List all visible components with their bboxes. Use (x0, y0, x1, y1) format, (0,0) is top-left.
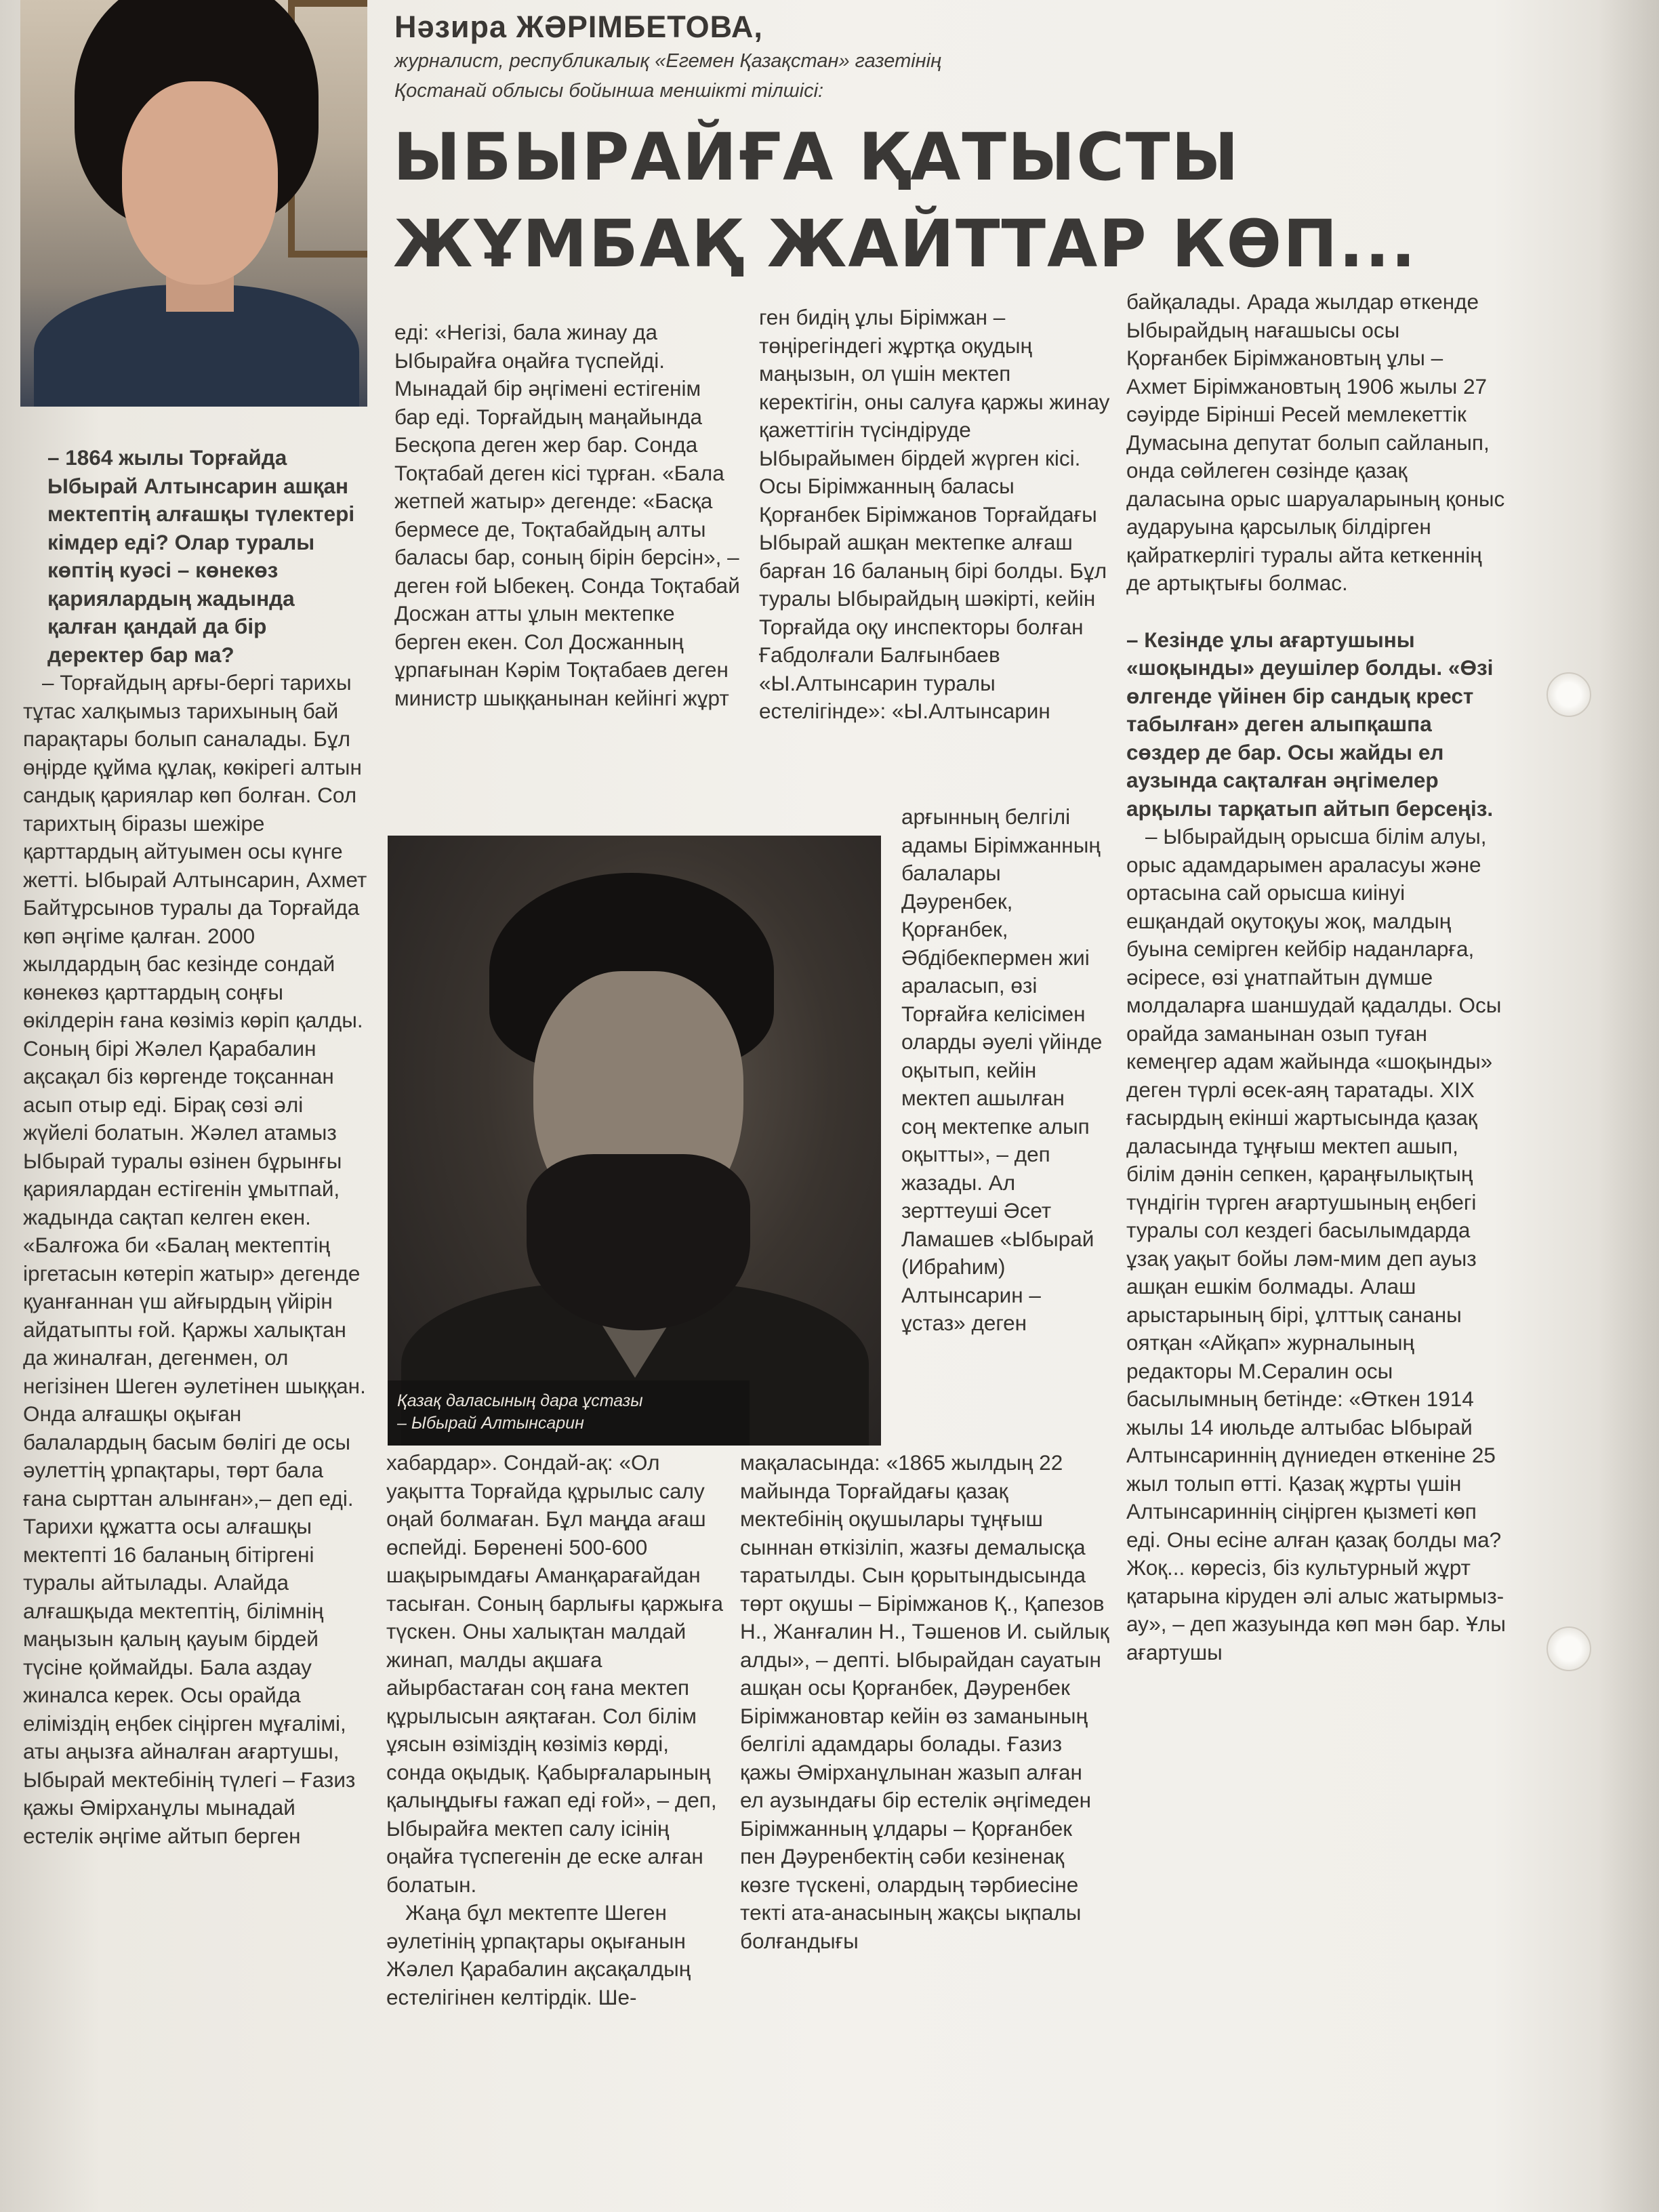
binder-hole-top (1547, 672, 1591, 717)
author-face (122, 81, 278, 285)
page-edge-shadow (1598, 0, 1659, 2212)
column-4 (1126, 288, 1506, 1666)
column-2-top (394, 319, 740, 712)
column-3-narrow (901, 803, 1105, 1338)
portrait-caption (388, 1380, 750, 1446)
caption-line2: – Ыбырай Алтынсарин (397, 1414, 584, 1433)
column-4-top-text: байқалады. Арада жылдар өткенде Ыбырайдың нағашысы осы Қорғанбек Бірімжановтың ұлы – Ахмет Бірімжановтың 1906 жылы 27 сәуірде Бірінші Ресей мемлекеттік Думасына депутат болып сайланып, онда сөйлеген сөзінде қазақ даласына орыс шаруаларының қоныс аударуына қарсылық білдірген қайраткерлігі туралы айта кеткеннің де артықтығы болмас. (1126, 289, 1505, 595)
interview-answer-2: – Ыбырайдың орысша білім алуы, орыс адамдарымен араласуы және ортасына сай орысша киінуі ешқандай оқутоқуы жоқ, малдың буына семірген кейбір наданларға, әсіресе, өзі ұнатпайтын дүмше молдаларға шаншудай қадалды. Осы орайда заманынан озып туған кемеңгер адам жайында «шоқынды» деген түрлі өсек-аяң таратады. XIX ғасырдың екінші жартысында қазақ даласында тұңғыш мектеп ашып, білім дәнін сепкен, қараңғылықтың түндігін түрген ағартушының еңбегі туралы сол кездегі басылымдарда ұзақ уақыт бойы ләм-мим деп ауыз ашқан ешкім болмады. Алаш арыстарының бірі, ұлттық сананы оятқан «Айқап» журналының редакторы М.Сералин осы басылымның бетінде: «Өткен 1914 жылы 14 июльде алтыбас Ыбырай Алтынсариннің дүниеден өткеніне 25 жыл толып өтті. Қазақ жұрты үшін Алтынсариннің сіңірген қызметі көп еді. Оны есіне алған қазақ болды ма? Жоқ... көресіз, біз культурный жұрт қатарына кіруден әлі алыс жатырмыз-ау», – деп жазуында көп мән бар. Ұлы ағартушы (1126, 824, 1506, 1664)
column-1 (23, 444, 369, 1850)
interview-question-2: – Кезінде ұлы ағартушыны «шоқынды» деушілер болды. «Өзі өлгенде үйінен бір сандық крест табылған» деген алыпқашпа сөздер де бар. Осы жайды ел аузында сақталған әңгімелер арқылы тарқатып айтып берсеңіз. (1126, 627, 1494, 821)
altynsarin-portrait (388, 836, 881, 1446)
author-photo (20, 0, 367, 407)
column-2-bottom-paragraph-1: хабардар». Сондай-ақ: «Ол уақытта Торғайда құрылыс салу оңай болмаған. Бұл маңда ағаш өспейді. Бөренені 500-600 шақырымдағы Аманқарағайдан тасыған. Соның барлығы қаржыға түскен. Оны халықтан малдай жинап, малды ақшаға айырбастаған соң ғана мектеп құрылысын аяқтаған. Сол білім ұясын өзіміздің көзіміз көрді, сонда оқыдық. Қабырғаларының қалыңдығы ғажап еді ғой», – деп, Ыбырайға мектеп салу ісінің оңайға түспегенін де еске алған болатын. (386, 1450, 724, 1897)
column-3-narrow-text: арғынның белгілі адамы Бірімжанның балалары Дәуренбек, Қорғанбек, Әбдібекпермен жиі араласып, өзі Торғайға келісімен оларды әуелі үйінде оқытып, кейін мектеп ашылған соң мектепке алып оқытты», – деп жазады. Ал зерттеуші Әсет Ламашев «Ыбырай (Ибраһим) Алтынсарин – ұстаз» деген (901, 804, 1103, 1335)
portrait-beard (527, 1154, 750, 1330)
caption-line1: Қазақ даласының дара ұстазы (397, 1391, 643, 1410)
column-3-top (759, 304, 1111, 726)
byline (394, 9, 1411, 104)
column-3-top-text: ген бидің ұлы Бірімжан – төңірегіндегі жұртқа оқудың маңызын, ол үшін мектеп керектігін, оны салуға қаржы жинау қажеттігін түсіндіруде Ыбырайымен бірдей жүрген кісі. Осы Бірімжанның баласы Қорғанбек Бірімжанов Торғайдағы Ыбырай ашқан мектепке алғаш барған 16 баланың бірі болды. Бұл туралы Ыбырайдың шәкірті, кейін Торғайда оқу инспекторы болған Ғабдолғали Балғынбаев «Ы.Алтынсарин туралы естелігінде»: «Ы.Алтынсарин (759, 305, 1110, 723)
author-role-line2: Қостанай облысы бойынша меншікті тілшісі: (394, 80, 824, 102)
column-3-bottom (740, 1449, 1109, 1955)
headline-line1: ЫБЫРАЙҒА ҚАТЫСТЫ (393, 119, 1240, 195)
column-2-top-text: еді: «Негізі, бала жинау да Ыбырайға оңайға түспейді. Мынадай бір әңгімені естігенім бар еді. Торғайдың маңайында Бесқопа деген жер бар. Сонда Тоқтабай деген кісі тұрған. «Бала жетпей жатыр» дегенде: «Басқа бермесе де, Тоқтабайдың алты баласы бар, соның бірін берсін», – деген ғой Ыбекең. Сонда Тоқтабай Досжан атты ұлын мектепке берген екен. Сол Досжанның ұрпағынан Кәрім Тоқтабаев деген министр шыққанынан кейінгі жұрт (394, 320, 740, 710)
interview-question-1: – 1864 жылы Торғайда Ыбырай Алтынсарин ашқан мектептің алғашқы түлектері кімдер еді? Олар туралы көптің куәсі – көнекөз қариялардың жадында қалған қандай да бір деректер бар ма? (47, 445, 355, 667)
column-2-bottom-paragraph-2: Жаңа бұл мектепте Шеген әулетінің ұрпақтары оқығанын Жәлел Қарабалин ақсақалдың естелігінен келтірдік. Ше- (386, 1900, 691, 2009)
paragraph-spacer (1126, 598, 1506, 626)
interview-answer-1: – Торғайдың арғы-бергі тарихы тұтас халқымыз тарихының бай парақтары болып саналады. Бұл өңірде құйма құлақ, көкірегі алтын сандық қариялар көп болған. Сол тарихтың біразы шежіре қарттардың айтуымен осы күнге жетті. Ыбырай Алтынсарин, Ахмет Байтұрсынов туралы да Торғайда көп әңгіме қалған. 2000 жылдардың бас кезінде сондай көнекөз қарттардың соңғы өкілдерін ғана көзіміз көріп қалды. Соның бірі Жәлел Қарабалин ақсақал біз көргенде тоқсаннан асып отыр еді. Бірақ сөзі әлі жүйелі болатын. Жәлел атамыз Ыбырай туралы өзінен бұрынғы қариялардан естігенін ұмытпай, жадында сақтап келген екен. «Балғожа би «Балаң мектептің іргетасын көтеріп жатыр» дегенде қуанғаннан үш айғырдың үйірін айдатыпты ғой. Қаржы халықтан да жиналған, дегенмен, ол негізінен Шеген әулетінен шыққан. Онда алғашқы оқыған балалардың басым бөлігі де осы әулеттің ұрпақтары, төрт бала ғана сырттан алынған»,– деп еді. Тарихи құжатта осы алғашқы мектепті 16 баланың бітіргені туралы айтылады. Алайда алғашқыда мектептің, білімнің маңызын қалың қауым бірдей түсіне қоймайды. Бала аздау жиналса керек. Осы орайда еліміздің еңбек сіңірген мұғалімі, аты аңызға айналған ағартушы, Ыбырай мектебінің түлегі – Ғазиз қажы Әмірханұлы мынадай естелік әңгіме айтып берген (23, 670, 367, 1848)
column-2-bottom (386, 1449, 725, 2011)
author-role-line1: журналист, республикалық «Егемен Қазақстан» газетінің (394, 50, 942, 72)
author-name: Нәзира ЖӘРІМБЕТОВА, (394, 9, 763, 44)
article-headline (393, 114, 1579, 287)
column-3-bottom-text: мақаласында: «1865 жылдың 22 майында Торғайдағы қазақ мектебінің оқушылары тұңғыш сыннан өткізіліп, жазғы демалысқа таратылды. Сын қорытындысында төрт оқушы – Бірімжанов Қ., Қапезов Н., Жанғалин Н., Тәшенов И. сыйлық алды», – депті. Ыбырайдан сауатын ашқан осы Қорғанбек, Дәуренбек Бірімжановтар кейін өз заманының белгілі адамдары болады. Ғазиз қажы Әмірханұлынан жазып алған ел аузындағы бір естелік әңгімеден Бірімжанның ұлдары – Қорғанбек пен Дәуренбектің сәби кезіненақ көзге түскені, олардың тәрбиесіне текті ата-анасының жақсы ықпалы болғандығы (740, 1450, 1109, 1953)
headline-line2: ЖҰМБАҚ ЖАЙТТАР КӨП... (393, 206, 1417, 282)
binder-hole-bottom (1547, 1626, 1591, 1671)
